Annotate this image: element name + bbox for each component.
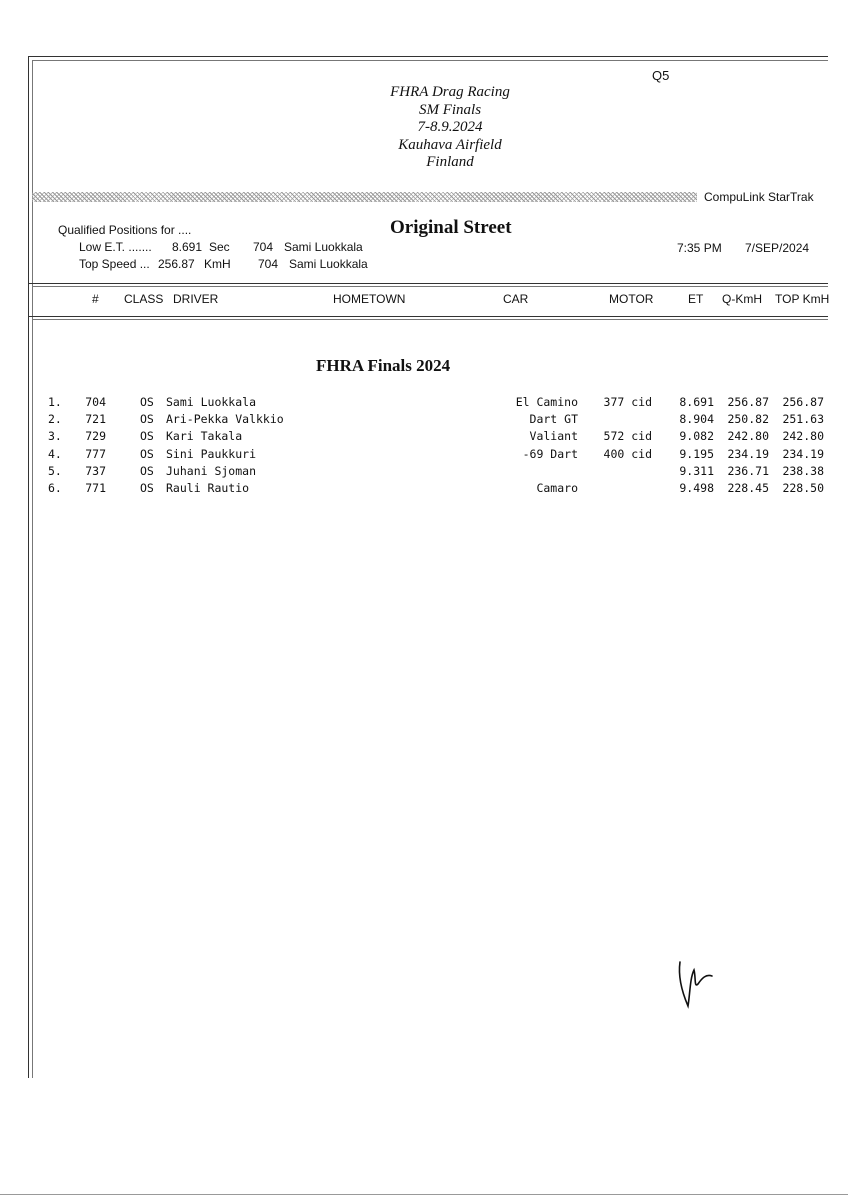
event-venue: Kauhava Airfield <box>398 136 502 153</box>
cell-num: 704 <box>85 395 106 409</box>
cell-class: OS <box>140 429 154 444</box>
col-car: CAR <box>503 292 529 306</box>
table-row <box>0 412 848 429</box>
cell-class: OS <box>140 463 154 478</box>
cell-pos: 5. <box>48 463 62 478</box>
cell-motor: 572 cid <box>603 429 652 444</box>
cell-num: 737 <box>85 463 106 478</box>
page-code: Q5 <box>652 68 670 83</box>
cell-driver: Ari-Pekka Valkkio <box>166 412 284 427</box>
table-row <box>0 481 848 498</box>
report-time: 7:35 PM <box>677 241 722 255</box>
table-row <box>0 429 848 446</box>
low-et-value: 8.691 <box>172 240 203 254</box>
cell-driver: Sami Luokkala <box>166 395 257 409</box>
columns-divider <box>28 316 828 317</box>
cell-motor: 377 cid <box>603 395 652 409</box>
top-speed-unit: KmH <box>204 257 231 271</box>
event-title: FHRA Drag Racing <box>390 84 510 100</box>
cell-qkmh: 242.80 <box>727 429 769 444</box>
cell-driver: Rauli Rautio <box>166 481 250 495</box>
cell-qkmh: 236.71 <box>727 463 769 478</box>
cell-num: 721 <box>85 412 106 427</box>
cell-car: Dart GT <box>529 412 578 427</box>
hatched-band <box>32 192 697 202</box>
class-title: Original Street <box>390 217 512 238</box>
col-topkmh: TOP KmH <box>775 292 830 306</box>
qualified-heading: Qualified Positions for .... <box>58 223 192 237</box>
cell-car: Valiant <box>529 429 578 444</box>
cell-class: OS <box>140 395 154 409</box>
event-header <box>340 84 560 172</box>
frame-top-line-inner <box>32 60 828 61</box>
cell-qkmh: 250.82 <box>727 412 769 427</box>
top-speed-driver: Sami Luokkala <box>289 257 368 271</box>
cell-num: 771 <box>85 481 106 495</box>
cell-pos: 2. <box>48 412 62 427</box>
table-row <box>0 447 848 464</box>
cell-et: 9.311 <box>679 463 714 478</box>
col-num: # <box>92 292 99 306</box>
low-et-unit: Sec <box>209 240 230 254</box>
event-subtitle: SM Finals <box>418 101 482 118</box>
cell-et: 8.904 <box>679 412 714 427</box>
col-et: ET <box>688 292 704 306</box>
col-qkmh: Q-KmH <box>722 292 762 306</box>
cell-pos: 6. <box>48 481 62 495</box>
cell-topkmh: 228.50 <box>782 481 824 495</box>
table-row <box>0 464 848 481</box>
frame-left-line <box>28 56 29 1078</box>
cell-driver: Kari Takala <box>166 429 243 444</box>
cell-et: 9.498 <box>679 481 714 495</box>
col-motor: MOTOR <box>609 292 654 306</box>
cell-car: El Camino <box>515 395 578 409</box>
col-hometown: HOMETOWN <box>333 292 406 306</box>
col-class: CLASS <box>124 292 164 306</box>
cell-et: 9.082 <box>679 429 714 444</box>
signature <box>672 948 732 1012</box>
cell-driver: Juhani Sjoman <box>166 463 257 478</box>
cell-qkmh: 228.45 <box>727 481 769 495</box>
page-bottom-line <box>0 1194 848 1195</box>
cell-class: OS <box>140 412 154 427</box>
cell-et: 9.195 <box>679 446 714 461</box>
software-label: CompuLink StarTrak <box>704 190 814 204</box>
low-et-car-number: 704 <box>253 240 274 254</box>
cell-num: 729 <box>85 429 106 444</box>
top-speed-value: 256.87 <box>158 257 195 271</box>
cell-qkmh: 234.19 <box>727 446 769 461</box>
frame-top-line <box>28 56 828 57</box>
cell-pos: 4. <box>48 446 62 461</box>
top-speed-car-number: 704 <box>258 257 279 271</box>
event-dates: 7-8.9.2024 <box>417 119 483 135</box>
cell-motor: 400 cid <box>603 446 652 461</box>
event-country: Finland <box>426 154 474 170</box>
top-speed-label: Top Speed ... <box>79 257 150 271</box>
low-et-driver: Sami Luokkala <box>284 240 363 254</box>
report-date: 7/SEP/2024 <box>745 241 810 255</box>
cell-car: -69 Dart <box>522 446 578 461</box>
cell-et: 8.691 <box>679 395 714 409</box>
cell-topkmh: 242.80 <box>782 429 824 444</box>
cell-car: Camaro <box>536 481 578 495</box>
col-driver: DRIVER <box>173 292 219 306</box>
frame-left-line-inner <box>32 60 33 1078</box>
header-divider-top <box>28 283 828 284</box>
cell-class: OS <box>140 446 154 461</box>
cell-num: 777 <box>85 446 106 461</box>
cell-topkmh: 251.63 <box>782 412 824 427</box>
cell-class: OS <box>140 481 154 495</box>
cell-topkmh: 256.87 <box>782 395 824 409</box>
section-title: FHRA Finals 2024 <box>316 356 451 375</box>
header-divider-top-inner <box>32 286 828 287</box>
cell-qkmh: 256.87 <box>727 395 769 409</box>
cell-topkmh: 234.19 <box>782 446 824 461</box>
cell-topkmh: 238.38 <box>782 463 824 478</box>
low-et-label: Low E.T. ....... <box>79 240 152 254</box>
columns-divider-inner <box>32 319 828 320</box>
cell-pos: 1. <box>48 395 62 409</box>
table-row <box>0 395 848 412</box>
cell-pos: 3. <box>48 429 62 444</box>
cell-driver: Sini Paukkuri <box>166 446 257 461</box>
